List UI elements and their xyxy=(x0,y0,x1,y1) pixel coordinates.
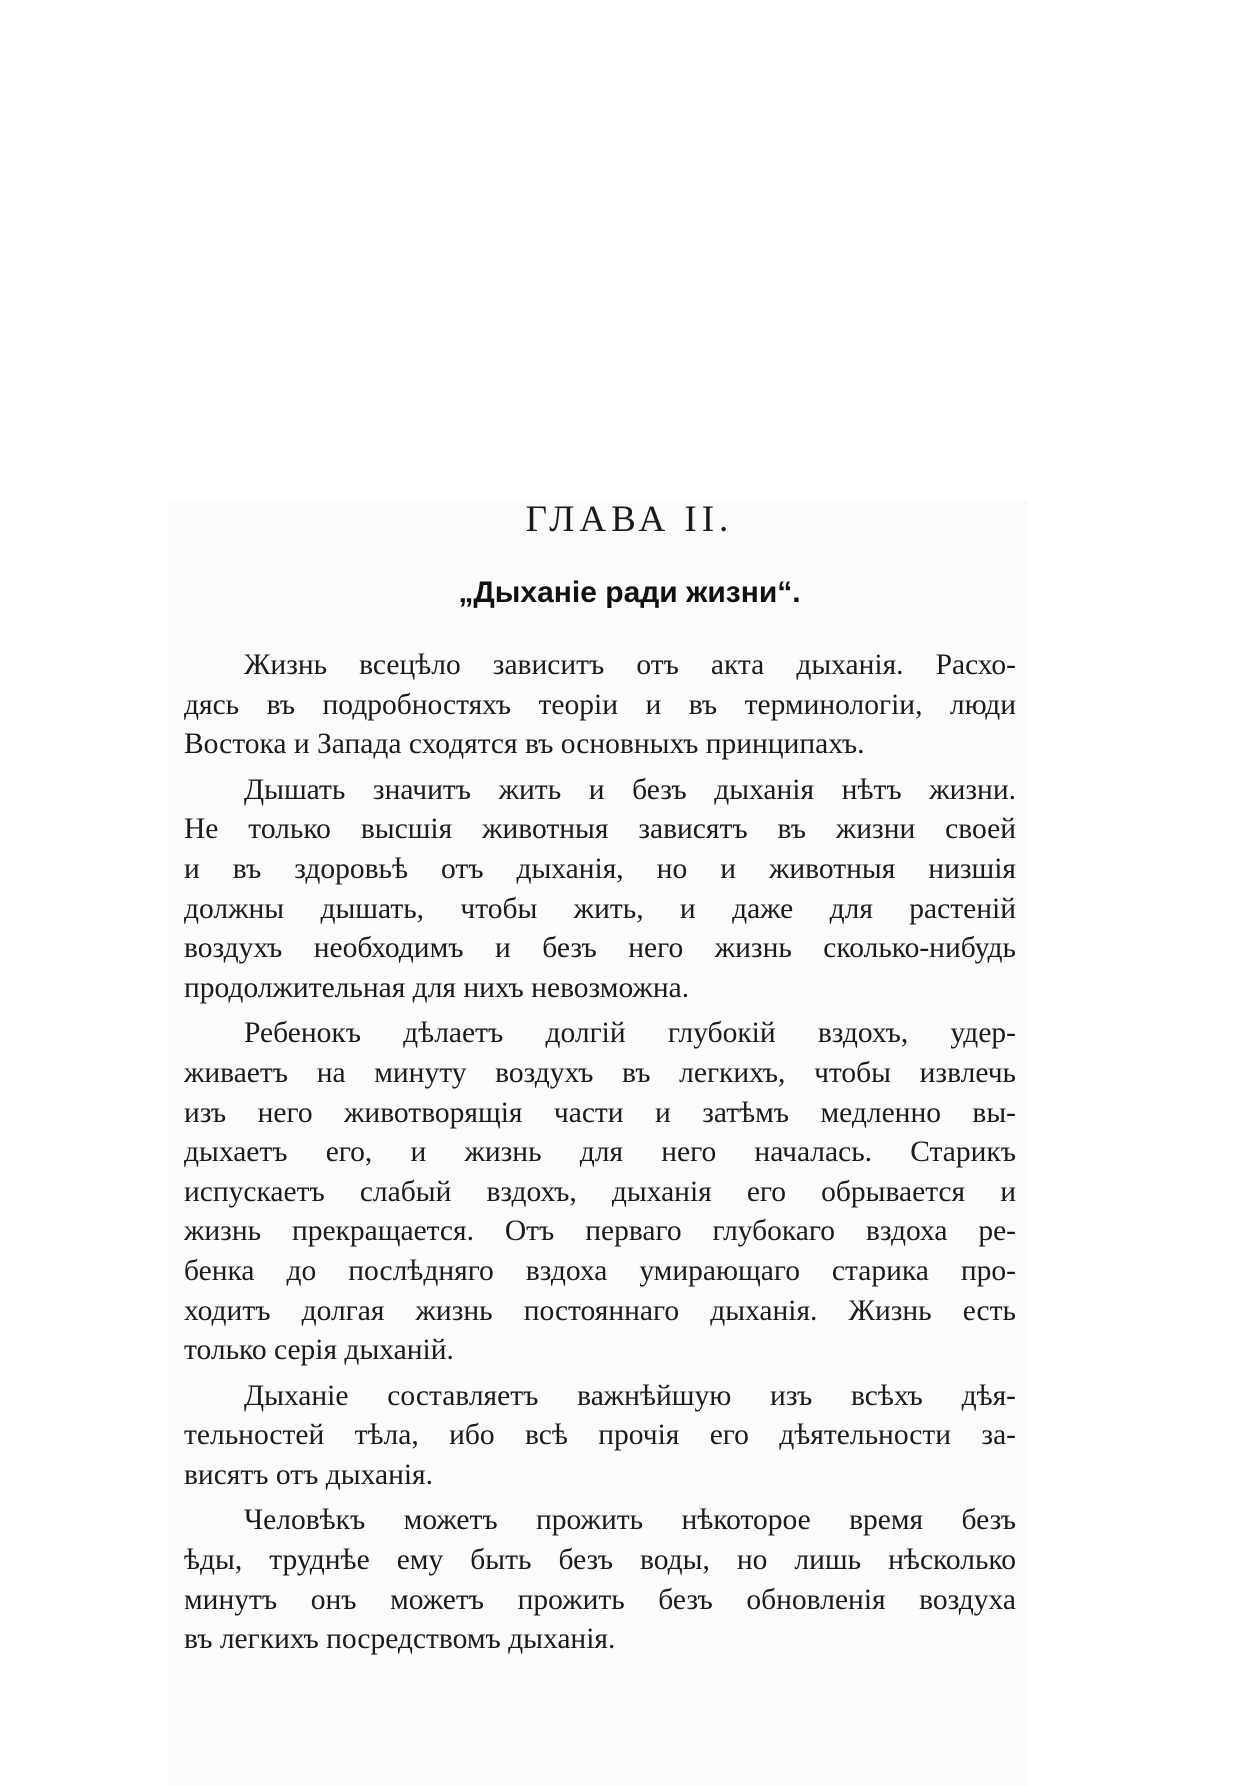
chapter-heading: ГЛАВА II. xyxy=(525,499,734,540)
text-line: жизнь прекращается. Отъ перваго глубокаго вздоха ре- xyxy=(184,1215,1016,1248)
paragraph xyxy=(184,1014,1016,1370)
text-line: въ легкихъ посредствомъ дыханія. xyxy=(184,1623,616,1656)
text-line: Дыханіе составляетъ важнѣйшую изъ всѣхъ дѣя- xyxy=(244,1379,1016,1412)
text-line: воздухъ необходимъ и безъ него жизнь сколько-нибудь xyxy=(184,932,1016,965)
paragraph xyxy=(184,646,1016,765)
text-line: тельностей тѣла, ибо всѣ прочія его дѣятельности за- xyxy=(184,1419,1016,1452)
text-line: изъ него животворящія части и затѣмъ медленно вы- xyxy=(184,1096,1016,1129)
text-line: Жизнь всецѣло зависитъ отъ акта дыханія. Расхо- xyxy=(244,649,1016,681)
text-line: дыхаетъ его, и жизнь для него началась. Старикъ xyxy=(184,1136,1016,1169)
text-line: только серія дыханій. xyxy=(184,1334,454,1367)
text-line: испускаетъ слабый вздохъ, дыханія его обрывается и xyxy=(184,1175,1016,1208)
text-line: Ребенокъ дѣлаетъ долгій глубокій вздохъ, удер- xyxy=(244,1017,1016,1050)
chapter-body xyxy=(184,646,1016,1666)
text-line: ѣды, труднѣе ему быть безъ воды, но лишь нѣсколько xyxy=(184,1544,1016,1577)
paragraph xyxy=(184,1377,1016,1496)
text-line: дясь въ подробностяхъ теоріи и въ терминологіи, люди xyxy=(184,688,1016,721)
paragraph xyxy=(184,1501,1016,1659)
text-line: продолжительная для нихъ невозможна. xyxy=(184,971,690,1004)
text-line: Востока и Запада сходятся въ основныхъ принципахъ. xyxy=(184,728,865,761)
text-line: живаетъ на минуту воздухъ въ легкихъ, чтобы извлечь xyxy=(184,1056,1016,1089)
text-line: минутъ онъ можетъ прожить безъ обновленія воздуха xyxy=(184,1583,1016,1616)
text-line: бенка до послѣдняго вздоха умирающаго старика про- xyxy=(184,1254,1016,1287)
text-line: висятъ отъ дыханія. xyxy=(184,1458,433,1491)
paragraph xyxy=(184,771,1016,1009)
text-line: Не только высшія животныя зависятъ въ жизни своей xyxy=(184,813,1016,846)
text-line: Человѣкъ можетъ прожить нѣкоторое время безъ xyxy=(244,1504,1016,1537)
chapter-title: „Дыханіе ради жизни“. xyxy=(458,576,801,609)
text-line: ходитъ долгая жизнь постояннаго дыханія. Жизнь есть xyxy=(184,1294,1016,1327)
text-line: должны дышать, чтобы жить, и даже для растеній xyxy=(184,892,1016,925)
text-line: и въ здоровьѣ отъ дыханія, но и животныя низшія xyxy=(184,852,1016,885)
text-line: Дышать значитъ жить и безъ дыханія нѣтъ жизни. xyxy=(244,773,1016,806)
